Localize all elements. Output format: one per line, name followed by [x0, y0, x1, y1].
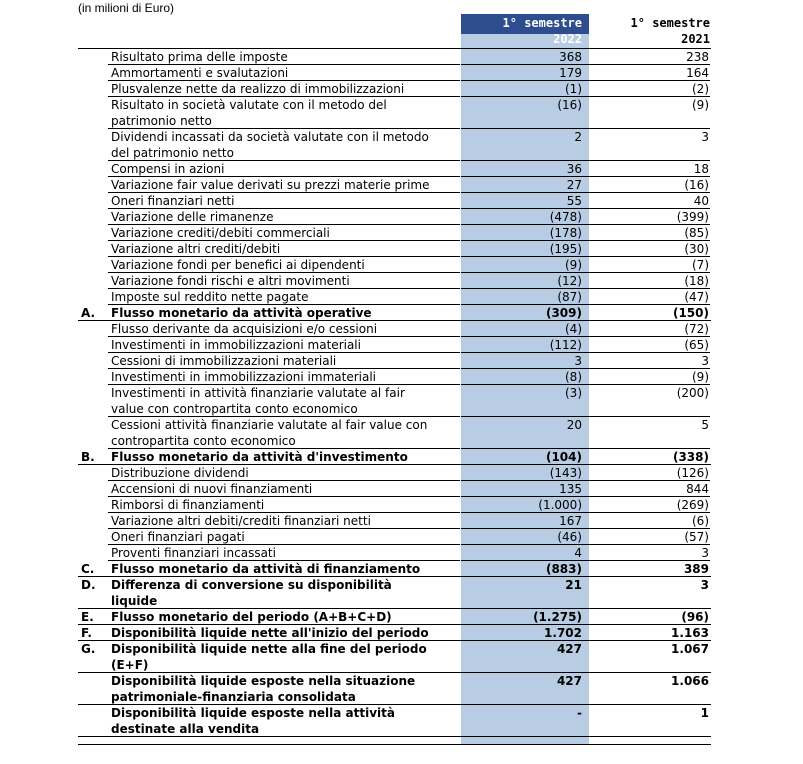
row-label: (E+F): [111, 658, 149, 672]
row-label: Dividendi incassati da società valutate con il metodo: [111, 130, 429, 144]
row-code: A.: [81, 306, 96, 320]
row-label: Plusvalenze nette da realizzo di immobilizzazioni: [111, 82, 405, 96]
table-row: [0, 353, 803, 369]
table-row: [0, 369, 803, 385]
table-row: [0, 129, 803, 161]
value-previous: (96): [681, 610, 709, 624]
table-row: [0, 177, 803, 193]
row-label: del patrimonio netto: [111, 146, 234, 160]
value-previous: 40: [693, 194, 709, 208]
row-label: Disponibilità liquide nette alla fine del periodo: [111, 642, 427, 656]
row-label: Flusso monetario da attività di finanziamento: [111, 562, 421, 576]
row-label: Ammortamenti e svalutazioni: [111, 66, 289, 80]
value-previous: 1.066: [671, 674, 709, 688]
table-row: [0, 97, 803, 129]
value-previous: 164: [686, 66, 709, 80]
value-current: (195): [549, 242, 582, 256]
value-previous: (399): [676, 210, 709, 224]
row-label: Differenza di conversione su disponibilità: [111, 578, 392, 592]
value-current: 36: [566, 162, 582, 176]
value-current: -: [577, 706, 582, 720]
row-label: Investimenti in immobilizzazioni materiali: [111, 338, 361, 352]
table-row: [0, 705, 803, 737]
header-previous-line2: 2021: [681, 32, 710, 46]
row-label: Imposte sul reddito nette pagate: [111, 290, 309, 304]
value-current: 167: [559, 514, 582, 528]
row-label: value con contropartita conto economico: [111, 402, 358, 416]
value-previous: 1.163: [671, 626, 709, 640]
row-label: liquide: [111, 594, 158, 608]
value-previous: (65): [684, 338, 709, 352]
value-current: (12): [557, 274, 582, 288]
row-label: Variazione crediti/debiti commerciali: [111, 226, 330, 240]
table-row: [0, 497, 803, 513]
row-code: C.: [81, 562, 95, 576]
value-current: 368: [559, 50, 582, 64]
row-label: Disponibilità liquide esposte nella situazione: [111, 674, 416, 688]
value-current: 27: [566, 178, 582, 192]
value-previous: (18): [684, 274, 709, 288]
table-row: [0, 513, 803, 529]
value-current: (178): [549, 226, 582, 240]
value-current: (9): [565, 258, 582, 272]
row-label: Flusso derivante da acquisizioni e/o cessioni: [111, 322, 378, 336]
row-label: Distribuzione dividendi: [111, 466, 249, 480]
value-previous: 18: [693, 162, 709, 176]
value-current: (4): [565, 322, 582, 336]
table-row: [0, 337, 803, 353]
row-label: Variazione fondi rischi e altri movimenti: [111, 274, 350, 288]
row-label: Variazione altri crediti/debiti: [111, 242, 281, 256]
value-previous: (85): [684, 226, 709, 240]
table-row: [0, 385, 803, 417]
value-current: 179: [559, 66, 582, 80]
row-label: Investimenti in immobilizzazioni immateriali: [111, 370, 377, 384]
value-previous: 238: [686, 50, 709, 64]
value-previous: 3: [701, 354, 709, 368]
table-row: [0, 481, 803, 497]
value-previous: 3: [701, 546, 709, 560]
table-row: [0, 529, 803, 545]
table-row: [0, 49, 803, 65]
value-previous: 1: [700, 706, 709, 720]
table-row: [0, 161, 803, 177]
value-current: (143): [549, 466, 582, 480]
value-current: 427: [556, 642, 582, 656]
row-label: Oneri finanziari netti: [111, 194, 235, 208]
table-row: [0, 193, 803, 209]
value-previous: (16): [684, 178, 709, 192]
row-label: Flusso monetario da attività d'investimento: [111, 450, 408, 464]
value-previous: 389: [683, 562, 709, 576]
table-row: [0, 241, 803, 257]
table-row: [0, 417, 803, 449]
value-previous: (72): [684, 322, 709, 336]
bottom-rule: [78, 744, 711, 745]
row-label: Proventi finanziari incassati: [111, 546, 276, 560]
value-previous: (9): [692, 98, 709, 112]
value-current: (104): [545, 450, 582, 464]
row-code: D.: [81, 578, 96, 592]
value-current: (1.275): [533, 610, 582, 624]
value-previous: (126): [676, 466, 709, 480]
row-label: Rimborsi di finanziamenti: [111, 498, 265, 512]
value-previous: (7): [692, 258, 709, 272]
row-label: destinate alla vendita: [111, 722, 260, 736]
value-previous: (47): [684, 290, 709, 304]
row-label: Risultato in società valutate con il metodo del: [111, 98, 387, 112]
value-current: (8): [565, 370, 582, 384]
table-row: [0, 641, 803, 673]
value-previous: (150): [672, 306, 709, 320]
table-row: [0, 209, 803, 225]
value-previous: (2): [692, 82, 709, 96]
value-current: (883): [545, 562, 582, 576]
value-previous: (6): [692, 514, 709, 528]
row-label: patrimoniale-finanziaria consolidata: [111, 690, 356, 704]
header-current-line2: 2022: [553, 32, 582, 46]
row-label: Disponibilità liquide esposte nella attività: [111, 706, 395, 720]
row-label: Investimenti in attività finanziarie valutate al fair: [111, 386, 405, 400]
table-row: [0, 81, 803, 97]
value-previous: 3: [701, 130, 709, 144]
value-previous: (57): [684, 530, 709, 544]
row-label: Disponibilità liquide nette all'inizio del periodo: [111, 626, 429, 640]
header-previous-line1: 1° semestre: [630, 16, 710, 30]
row-label: contropartita conto economico: [111, 434, 296, 448]
value-current: 4: [574, 546, 582, 560]
table-row: [0, 609, 803, 625]
value-previous: 1.067: [671, 642, 709, 656]
value-current: 135: [559, 482, 582, 496]
table-row: [0, 321, 803, 337]
value-current: 2: [574, 130, 582, 144]
value-current: (309): [545, 306, 582, 320]
row-label: Cessioni di immobilizzazioni materiali: [111, 354, 337, 368]
value-current: 427: [556, 674, 582, 688]
row-label: Cessioni attività finanziarie valutate al fair value con: [111, 418, 428, 432]
value-current: (1.000): [538, 498, 582, 512]
row-code: E.: [81, 610, 94, 624]
table-row: [0, 65, 803, 81]
value-current: (112): [549, 338, 582, 352]
value-current: (1): [565, 82, 582, 96]
table-row: [0, 273, 803, 289]
value-current: 20: [566, 418, 582, 432]
table-row: [0, 577, 803, 609]
row-label: Variazione altri debiti/crediti finanziari netti: [111, 514, 371, 528]
table-row: [0, 465, 803, 481]
value-current: (478): [549, 210, 582, 224]
value-current: (46): [557, 530, 582, 544]
table-row: [0, 561, 803, 577]
row-label: Variazione delle rimanenze: [111, 210, 274, 224]
row-label: Accensioni di nuovi finanziamenti: [111, 482, 313, 496]
value-current: 3: [574, 354, 582, 368]
value-previous: 844: [686, 482, 709, 496]
value-current: 55: [566, 194, 582, 208]
value-previous: 5: [701, 418, 709, 432]
value-previous: (9): [692, 370, 709, 384]
value-current: (3): [565, 386, 582, 400]
value-previous: (269): [676, 498, 709, 512]
row-label: Compensi in azioni: [111, 162, 225, 176]
row-label: patrimonio netto: [111, 114, 212, 128]
unit-label: (in milioni di Euro): [78, 1, 175, 15]
row-label: Variazione fondi per benefici ai dipendenti: [111, 258, 365, 272]
row-label: Flusso monetario del periodo (A+B+C+D): [111, 610, 392, 624]
value-current: (16): [557, 98, 582, 112]
row-label: Oneri finanziari pagati: [111, 530, 245, 544]
table-row: [0, 449, 803, 465]
row-label: Risultato prima delle imposte: [111, 50, 288, 64]
row-code: B.: [81, 450, 95, 464]
table-row: [0, 225, 803, 241]
table-row: [0, 305, 803, 321]
value-previous: 3: [700, 578, 709, 592]
table-row: [0, 625, 803, 641]
value-previous: (30): [684, 242, 709, 256]
table-row: [0, 545, 803, 561]
value-current: 1.702: [544, 626, 582, 640]
value-current: (87): [557, 290, 582, 304]
row-label: Flusso monetario da attività operative: [111, 306, 372, 320]
table-row: [0, 257, 803, 273]
value-current: 21: [565, 578, 582, 592]
value-previous: (338): [672, 450, 709, 464]
row-rule: [78, 736, 711, 737]
row-code: F.: [81, 626, 92, 640]
table-row: [0, 673, 803, 705]
row-code: G.: [81, 642, 96, 656]
table-row: [0, 289, 803, 305]
header-current-line1: 1° semestre: [502, 16, 582, 30]
row-label: Variazione fair value derivati su prezzi materie prime: [111, 178, 430, 192]
value-previous: (200): [676, 386, 709, 400]
